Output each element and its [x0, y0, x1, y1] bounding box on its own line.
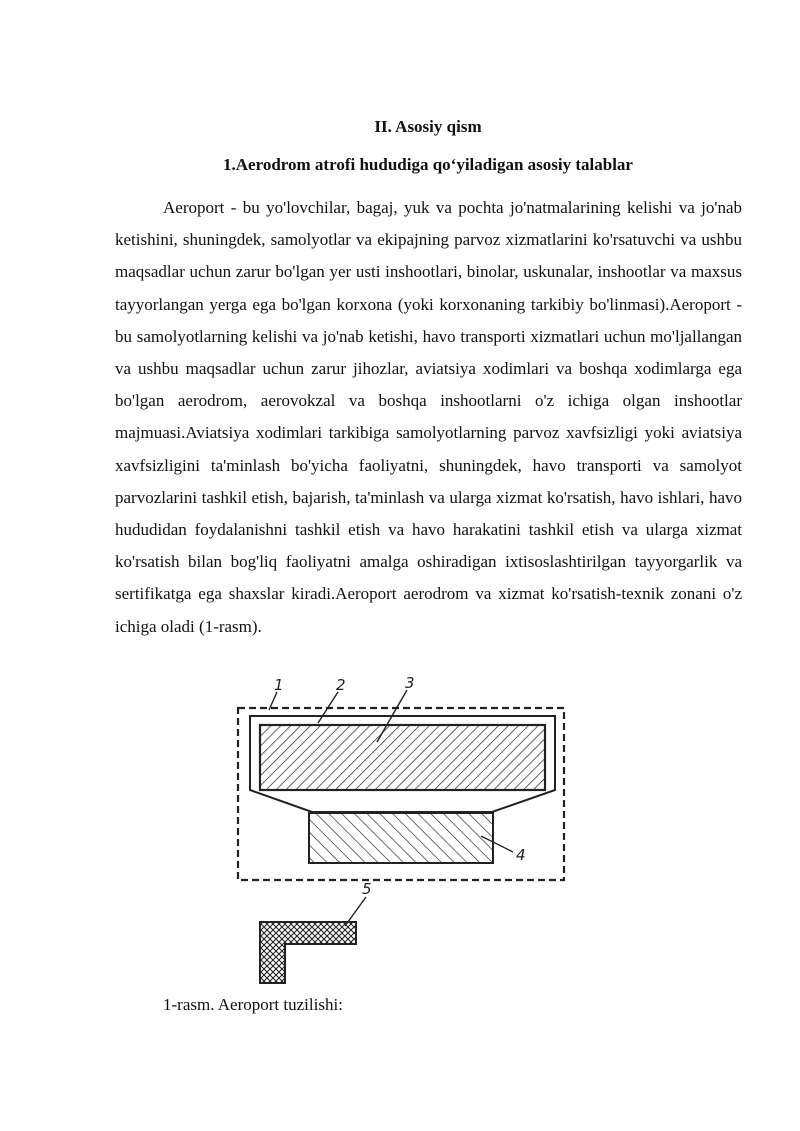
subsection-title: 1.Aerodrom atrofi hududiga qo‘yiladigan asosiy talablar: [223, 155, 633, 174]
body-paragraph: Aeroport - bu yo'lovchilar, bagaj, yuk va pochta jo'natmalarining kelishi va jo'nab ketishini, shuningdek, samolyotlar va ekipajning parvoz xizmatlarini ko'rsatuvchi va ushbu maqsadlar uchun zarur bo'lgan yer usti inshootlari, binolar, uskunalar, inshootlar va maxsus tayyorlangan yerga ega bo'lgan korxona (yoki korxonaning tarkibiy bo'linmasi).Aeroport - bu samolyotlarning kelishi va jo'nab ketishi, havo transporti xizmatlari uchun mo'ljallangan va ushbu maqsadlar uchun zarur jihozlar, aviatsiya xodimlari va boshqa xodimlarga ega bo'lgan aerodrom, aerovokzal va boshqa inshootlarni o'z ichiga olgan inshootlar majmuasi.Aviatsiya xodimlari tarkibiga samolyotlarning parvoz xavfsizligi yoki aviatsiya xavfsizligini ta'minlash bo'yicha faoliyatni, shuningdek, havo transporti va samolyot parvozlarini tashkil etish, bajarish, ta'minlash va ularga xizmat ko'rsatish, havo ishlari, havo hududidan foydalanishni tashkil etish va havo harakatini tashkil etish va ularga xizmat ko'rsatish bilan bog'liq faoliyatni amalga oshiradigan ixtisoslashtirilgan tayyorgarlik va sertifikatga ega shaxslar kiradi.Aeroport aerodrom va xizmat ko'rsatish-texnik zonani o'z ichiga oladi (1-rasm).: [115, 198, 742, 636]
figure-label-5: 5: [362, 880, 372, 898]
figure-caption: 1-rasm. Aeroport tuzilishi:: [163, 995, 343, 1014]
figure-label-3: 3: [405, 674, 415, 692]
airport-structure-diagram: [225, 672, 575, 992]
figure-label-4: 4: [516, 846, 526, 864]
runway-strip: [260, 725, 545, 790]
figure-label-1: 1: [274, 676, 284, 694]
l-shaped-zone: [260, 922, 356, 983]
figure-label-2: 2: [336, 676, 346, 694]
service-technical-zone: [309, 813, 493, 863]
section-title: II. Asosiy qism: [374, 117, 482, 136]
